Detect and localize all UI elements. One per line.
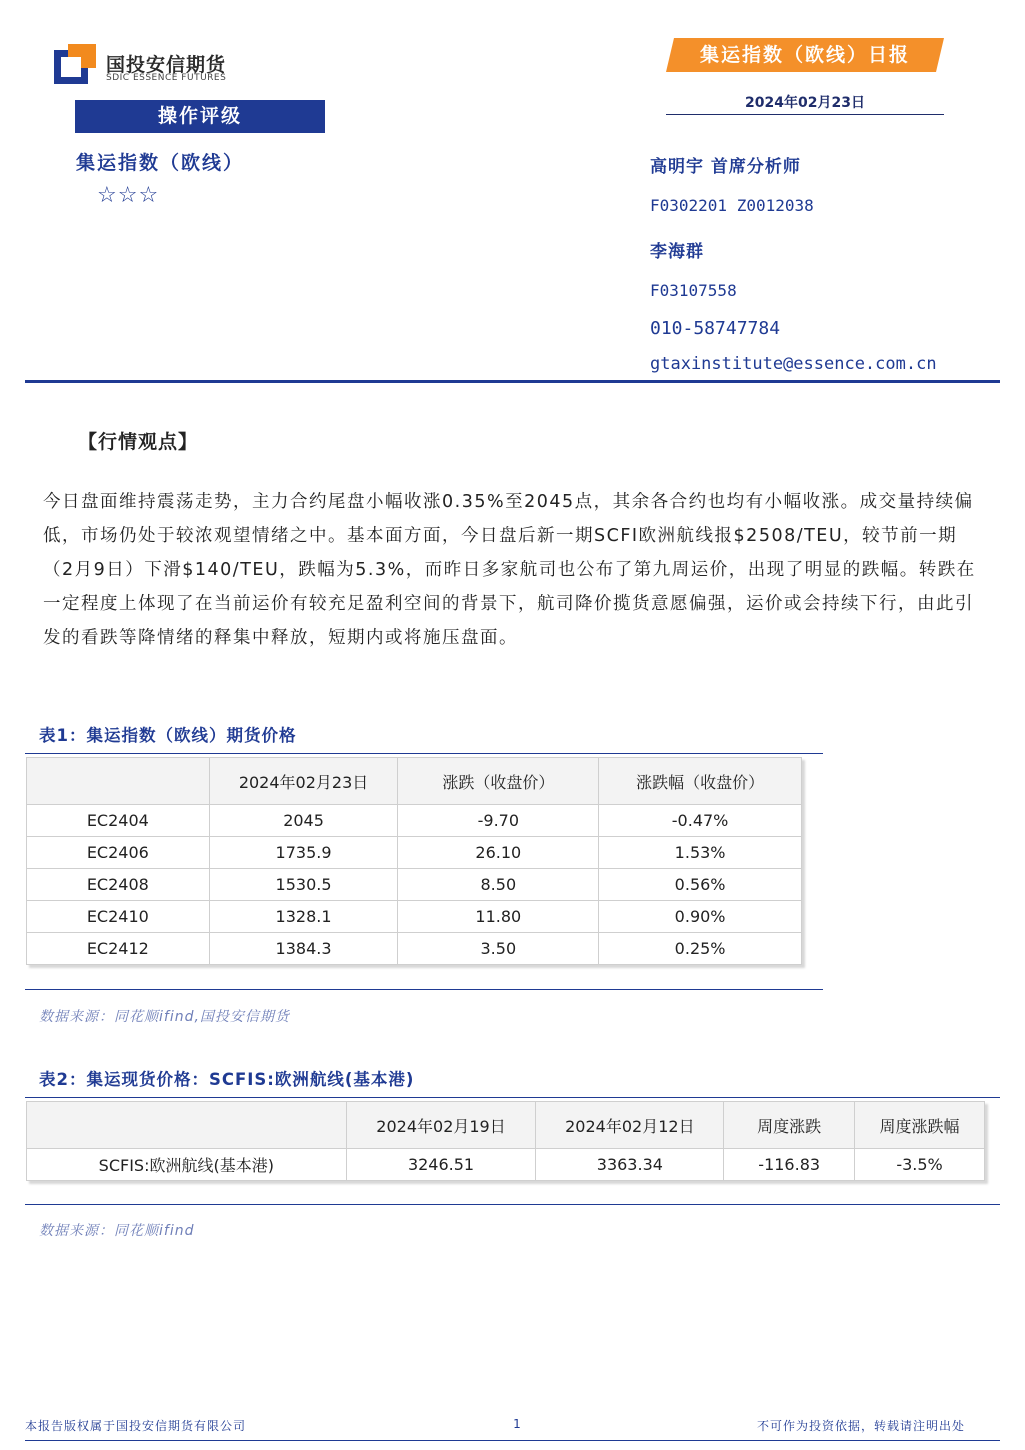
table-row bbox=[27, 837, 802, 869]
report-date: 2024年02月23日 bbox=[745, 95, 865, 111]
footer-disclaimer: 不可作为投资依据，转载请注明出处 bbox=[757, 1419, 966, 1433]
table2-header-row bbox=[27, 1102, 985, 1149]
header-divider bbox=[25, 380, 1000, 383]
report-title: 集运指数（欧线）日报 bbox=[699, 44, 910, 66]
table1-header-cell: 2024年02月23日 bbox=[209, 758, 398, 805]
table1-header-cell: 涨跌幅（收盘价） bbox=[599, 758, 802, 805]
route-name: SCFIS:欧洲航线(基本港) bbox=[27, 1149, 347, 1181]
table1-header-row bbox=[27, 758, 802, 805]
table1-header-cell: 涨跌（收盘价） bbox=[398, 758, 599, 805]
contract-code: EC2404 bbox=[27, 805, 210, 837]
company-name-cn: 国投安信期货 bbox=[106, 54, 227, 76]
table-cell: 11.80 bbox=[398, 901, 599, 933]
table-cell: -116.83 bbox=[724, 1149, 855, 1181]
table2 bbox=[26, 1101, 985, 1181]
section-title-market-view: 【行情观点】 bbox=[78, 431, 199, 453]
analyst-1-id: F0302201 Z0012038 bbox=[650, 196, 814, 215]
table1-top-rule bbox=[25, 753, 823, 754]
table-cell: 0.56% bbox=[599, 869, 802, 901]
table-cell: 3246.51 bbox=[346, 1149, 536, 1181]
table-row bbox=[27, 869, 802, 901]
table-cell: 0.90% bbox=[599, 901, 802, 933]
table2-header-cell: 2024年02月12日 bbox=[536, 1102, 724, 1149]
table2-header-cell: 2024年02月19日 bbox=[346, 1102, 536, 1149]
contract-code: EC2406 bbox=[27, 837, 210, 869]
footer-divider bbox=[25, 1440, 1000, 1441]
contract-code: EC2410 bbox=[27, 901, 210, 933]
table-cell: 3.50 bbox=[398, 933, 599, 965]
market-view-text: 今日盘面维持震荡走势，主力合约尾盘小幅收涨0.35%至2045点，其余各合约也均有小幅收涨。成交量持续偏低，市场仍处于较浓观望情绪之中。基本面方面，今日盘后新一期SCFI欧洲航线报$2508/TEU，较节前一期（2月9日）下滑$140/TEU，跌幅为5.3%，而昨日多家航司也公布了第九周运价，出现了明显的跌幅。转跌在一定程度上体现了在当前运价有较充足盈利空间的背景下，航司降价揽货意愿偏强，运价或会持续下行，由此引发的看跌等降情绪的释集中释放，短期内或将施压盘面。 bbox=[43, 492, 976, 648]
table-cell: 26.10 bbox=[398, 837, 599, 869]
table-cell: 1735.9 bbox=[209, 837, 398, 869]
rating-label: 操作评级 bbox=[157, 105, 242, 127]
table-cell: 0.25% bbox=[599, 933, 802, 965]
table-row bbox=[27, 901, 802, 933]
contact-phone: 010-58747784 bbox=[650, 318, 781, 339]
rating-stars: ☆☆☆ bbox=[97, 183, 160, 208]
company-name-en: SDIC ESSENCE FUTURES bbox=[106, 73, 227, 83]
table1-bottom-rule bbox=[25, 989, 823, 990]
table2-source: 数据来源：同花顺ifind bbox=[39, 1223, 195, 1239]
table2-header-cell: 周度涨跌幅 bbox=[855, 1102, 985, 1149]
table-row bbox=[27, 1149, 985, 1181]
contract-code: EC2408 bbox=[27, 869, 210, 901]
analyst-1-name: 高明宇 首席分析师 bbox=[650, 157, 801, 177]
table-cell: 1530.5 bbox=[209, 869, 398, 901]
contract-code: EC2412 bbox=[27, 933, 210, 965]
table-cell: 8.50 bbox=[398, 869, 599, 901]
table-row bbox=[27, 933, 802, 965]
table-cell: -3.5% bbox=[855, 1149, 985, 1181]
table-cell: 1.53% bbox=[599, 837, 802, 869]
rated-index-name: 集运指数（欧线） bbox=[76, 152, 245, 174]
table2-bottom-rule bbox=[25, 1204, 1000, 1205]
table-cell: 3363.34 bbox=[536, 1149, 724, 1181]
table2-header-cell: 周度涨跌 bbox=[724, 1102, 855, 1149]
table1-source: 数据来源：同花顺ifind,国投安信期货 bbox=[39, 1009, 290, 1025]
table1-title: 表1：集运指数（欧线）期货价格 bbox=[39, 726, 297, 745]
table2-header-cell bbox=[27, 1102, 347, 1149]
table2-title: 表2：集运现货价格：SCFIS:欧洲航线(基本港) bbox=[39, 1070, 415, 1089]
date-underline bbox=[666, 114, 944, 115]
table-cell: 1384.3 bbox=[209, 933, 398, 965]
analyst-2-id: F03107558 bbox=[650, 281, 737, 300]
table-cell: 1328.1 bbox=[209, 901, 398, 933]
table-cell: -9.70 bbox=[398, 805, 599, 837]
analyst-2-name: 李海群 bbox=[650, 242, 704, 262]
contact-email[interactable]: gtaxinstitute@essence.com.cn bbox=[650, 354, 937, 374]
table-cell: 2045 bbox=[209, 805, 398, 837]
table-row bbox=[27, 805, 802, 837]
table-cell: -0.47% bbox=[599, 805, 802, 837]
footer-copyright: 本报告版权属于国投安信期货有限公司 bbox=[25, 1419, 247, 1433]
table1 bbox=[26, 757, 802, 965]
company-logo-icon bbox=[54, 44, 96, 84]
table1-header-cell bbox=[27, 758, 210, 805]
page-number: 1 bbox=[513, 1417, 521, 1431]
table2-top-rule bbox=[25, 1097, 1000, 1098]
